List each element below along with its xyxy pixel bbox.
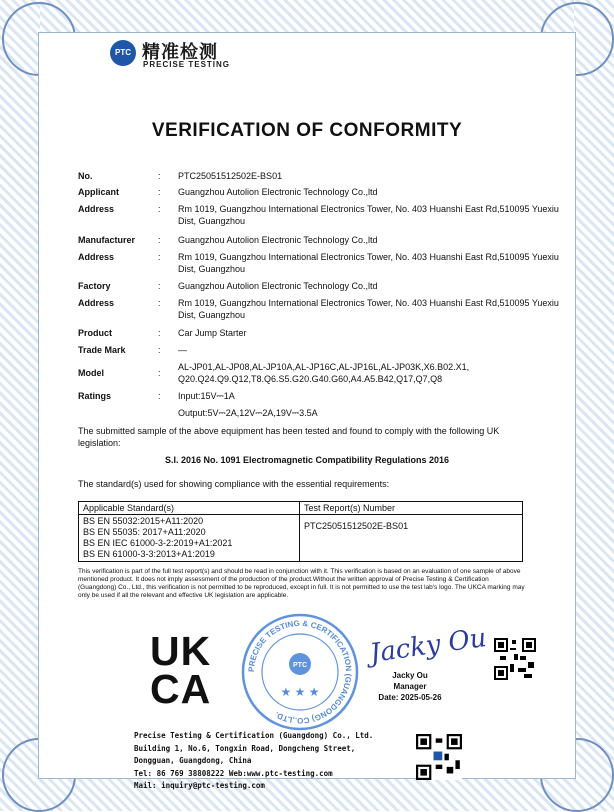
signer-name: Jacky Ou bbox=[392, 671, 428, 680]
ukca-mark bbox=[150, 628, 228, 712]
footer-contact bbox=[134, 730, 424, 793]
ukca-line-1: UK bbox=[150, 628, 212, 674]
decorative-border-top bbox=[0, 0, 614, 34]
standard-item: BS EN IEC 61000-3-2:2019+A1:2021 bbox=[83, 538, 233, 548]
signer-title: Manager bbox=[393, 682, 427, 691]
table-header-standards: Applicable Standard(s) bbox=[79, 502, 300, 515]
standard-item: BS EN 55032:2015+A11:2020 bbox=[83, 516, 204, 526]
seal-ring-text: PRECISE TESTING & CERTIFICATION (GUANGDONG) CO.,LTD. bbox=[246, 618, 354, 726]
document-title: VERIFICATION OF CONFORMITY bbox=[151, 120, 463, 141]
seal-stars-icon: ★ ★ ★ bbox=[280, 685, 320, 699]
standards-table bbox=[78, 501, 523, 562]
signer-block bbox=[370, 670, 450, 703]
submitted-statement: The submitted sample of the above equipment has been tested and found to comply with the following UK legislation: bbox=[78, 426, 500, 448]
standard-item: BS EN 61000-3-3:2013+A1:2019 bbox=[83, 549, 215, 559]
table-header-row bbox=[79, 502, 523, 515]
logo-mark: PTC bbox=[110, 40, 136, 66]
table-row bbox=[79, 515, 523, 562]
signature-image bbox=[364, 620, 489, 670]
footer-address-1: Building 1, No.6, Tongxin Road, Dongcheng Street, bbox=[134, 743, 356, 753]
table-header-report: Test Report(s) Number bbox=[300, 502, 523, 515]
footer-mail: Mail: inquiry@ptc-testing.com bbox=[134, 781, 265, 790]
footer-tel-web: Tel: 86 769 38808222 Web:www.ptc-testing.com bbox=[134, 768, 333, 778]
signer-date: Date: 2025-05-26 bbox=[378, 693, 442, 702]
fine-print: This verification is part of the full test report(s) and should be read in conjunction with it. This verification is based on an evaluation of one sample of above mentioned product. It does not imply assessment of the production of the product.Without the written approval of Precise Testing & Certification (Guangdong) Co., Ltd., this verification is not permitted to be reproduced, except in full. It is not permitted to use the test lab's logo. The UKCA marking may only be used if all the relevant and effective UK legislation are applicable. bbox=[78, 568, 525, 599]
standards-intro: The standard(s) used for showing compliance with the essential requirements: bbox=[78, 479, 390, 489]
logo-chinese-text: 精准检测 bbox=[142, 42, 218, 62]
uk-regulation: S.I. 2016 No. 1091 Electromagnetic Compatibility Regulations 2016 bbox=[164, 455, 450, 465]
company-seal bbox=[240, 612, 360, 732]
qr-code-icon bbox=[494, 638, 536, 680]
ukca-line-2: CA bbox=[150, 666, 212, 712]
seal-center-text: PTC bbox=[293, 662, 307, 669]
footer-company: Precise Testing & Certification (Guangdong) Co., Ltd. bbox=[134, 731, 374, 740]
report-number-cell: PTC25051512502E-BS01 bbox=[300, 515, 523, 562]
footer-address-2: Dongguan, Guangdong, China bbox=[134, 756, 252, 765]
standards-cell bbox=[79, 515, 300, 562]
logo-english-text: PRECISE TESTING bbox=[143, 60, 231, 69]
standard-item: BS EN 55035: 2017+A11:2020 bbox=[83, 527, 206, 537]
signature-text: Jacky Ou bbox=[368, 622, 489, 669]
